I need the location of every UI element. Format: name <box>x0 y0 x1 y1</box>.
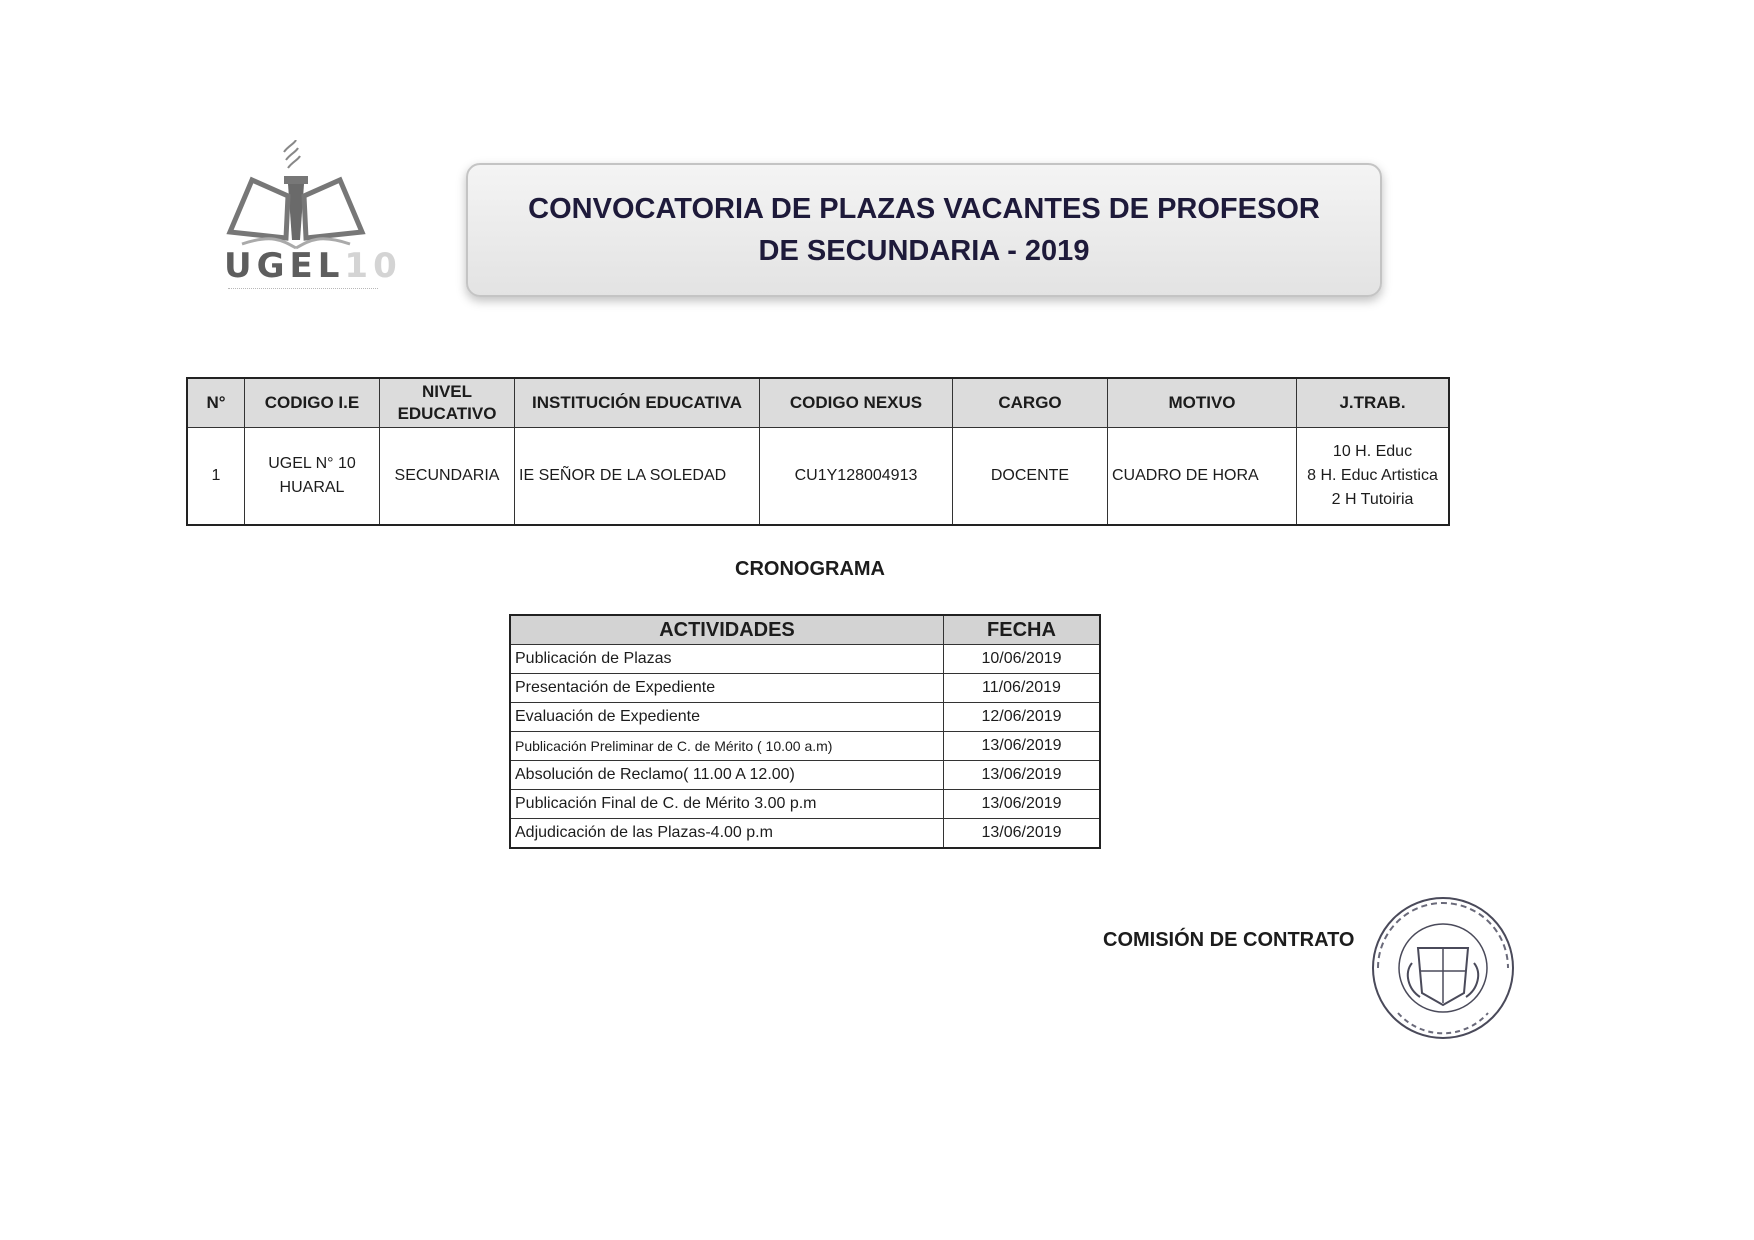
header-institucion: INSTITUCIÓN EDUCATIVA <box>515 378 760 428</box>
table-row <box>510 732 1100 761</box>
cell-codigo-nexus: CU1Y128004913 <box>760 428 953 526</box>
jtrab-line: 8 H. Educ Artistica <box>1307 467 1438 484</box>
cronograma-table <box>509 614 1101 849</box>
header-actividades: ACTIVIDADES <box>510 615 944 645</box>
cell-actividad: Evaluación de Expediente <box>510 703 944 732</box>
cell-fecha: 13/06/2019 <box>944 790 1101 819</box>
logo-subtitle-line <box>228 288 378 292</box>
official-seal-stamp <box>1368 893 1518 1043</box>
plazas-header-row <box>187 378 1449 428</box>
table-row <box>510 790 1100 819</box>
comision-label: COMISIÓN DE CONTRATO <box>1103 929 1355 951</box>
jtrab-line: 2 H Tutoiria <box>1331 491 1414 508</box>
plazas-table <box>186 377 1450 526</box>
table-row <box>510 761 1100 790</box>
header-motivo: MOTIVO <box>1108 378 1297 428</box>
table-row <box>187 428 1449 526</box>
page-title: CONVOCATORIA DE PLAZAS VACANTES DE PROFESOR DE SECUNDARIA - 2019 <box>528 193 1320 267</box>
cell-actividad: Presentación de Expediente <box>510 674 944 703</box>
cell-actividad: Publicación de Plazas <box>510 645 944 674</box>
cell-codigo-ie: UGEL N° 10 HUARAL <box>245 428 380 526</box>
header-codigo-nexus: CODIGO NEXUS <box>760 378 953 428</box>
cell-fecha: 10/06/2019 <box>944 645 1101 674</box>
cell-actividad: Publicación Preliminar de C. de Mérito ( 10.00 a.m) <box>510 732 944 761</box>
ugel-logo <box>222 140 402 300</box>
cell-fecha: 13/06/2019 <box>944 819 1101 849</box>
cell-actividad: Adjudicación de las Plazas-4.00 p.m <box>510 819 944 849</box>
header-jtrab: J.TRAB. <box>1297 378 1450 428</box>
cell-fecha: 12/06/2019 <box>944 703 1101 732</box>
table-row <box>510 645 1100 674</box>
open-book-torch-icon <box>222 140 382 250</box>
cell-fecha: 13/06/2019 <box>944 732 1101 761</box>
cell-jtrab <box>1297 428 1450 526</box>
cell-cargo: DOCENTE <box>953 428 1108 526</box>
title-banner <box>466 163 1382 297</box>
header-n: N° <box>187 378 245 428</box>
cell-n: 1 <box>187 428 245 526</box>
table-row <box>510 674 1100 703</box>
cronograma-title: CRONOGRAMA <box>735 558 885 580</box>
jtrab-line: 10 H. Educ <box>1332 443 1413 460</box>
header-nivel: NIVEL EDUCATIVO <box>380 378 515 428</box>
cell-fecha: 13/06/2019 <box>944 761 1101 790</box>
table-row <box>510 703 1100 732</box>
table-row <box>510 819 1100 849</box>
header-fecha: FECHA <box>944 615 1101 645</box>
logo-name: UGEL <box>224 246 345 286</box>
cell-motivo: CUADRO DE HORA <box>1108 428 1297 526</box>
cell-fecha: 11/06/2019 <box>944 674 1101 703</box>
header-cargo: CARGO <box>953 378 1108 428</box>
logo-number: 10 <box>344 246 402 286</box>
header-codigo-ie: CODIGO I.E <box>245 378 380 428</box>
cell-actividad: Absolución de Reclamo( 11.00 A 12.00) <box>510 761 944 790</box>
cell-nivel: SECUNDARIA <box>380 428 515 526</box>
cell-institucion: IE SEÑOR DE LA SOLEDAD <box>515 428 760 526</box>
cell-actividad: Publicación Final de C. de Mérito 3.00 p.m <box>510 790 944 819</box>
cronograma-header-row <box>510 615 1100 645</box>
